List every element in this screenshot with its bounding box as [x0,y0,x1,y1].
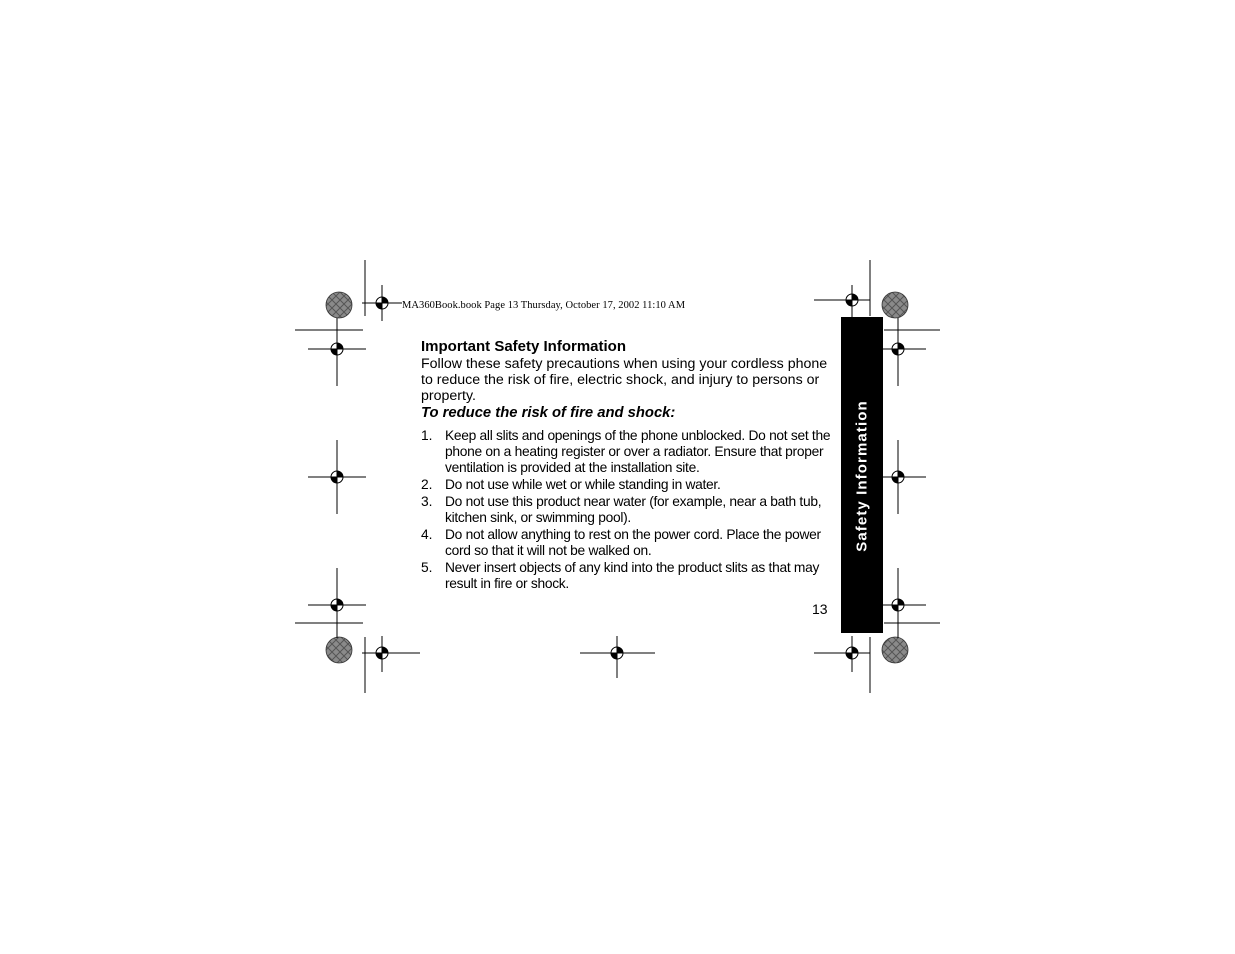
list-item-text: Do not allow anything to rest on the power cord. Place the power cord so that it will not be walked on. [445,527,821,558]
safety-section [421,338,831,593]
list-item-number: 4. [421,527,433,542]
list-item [421,527,831,559]
starburst-icon [882,292,908,318]
list-item-text: Never insert objects of any kind into the product slits as that may result in fire or shock. [445,560,820,591]
list-item [421,560,831,592]
side-tab-label: Safety Information [853,400,871,552]
starburst-icon [326,292,352,318]
list-item-text: Keep all slits and openings of the phone unblocked. Do not set the phone on a heating register or over a radiator. Ensure that proper ventilation is provided at the installation site. [445,428,831,475]
section-title: Important Safety Information [421,338,627,355]
starburst-icon [882,637,908,663]
list-item-number: 2. [421,477,433,492]
section-subtitle: To reduce the risk of fire and shock: [421,405,676,421]
page-number: 13 [812,601,828,617]
registration-mark-icon [362,636,420,672]
list-item [421,494,831,526]
list-item-number: 3. [421,494,433,509]
registration-mark-icon [814,285,870,321]
list-item-number: 5. [421,560,433,575]
list-item-text: Do not use while wet or while standing in water. [445,477,721,492]
section-intro: Follow these safety precautions when using your cordless phone to reduce the risk of fire, electric shock, and injury to persons or property. [421,356,828,404]
registration-mark-icon [814,636,870,672]
list-item [421,477,831,493]
list-item-text: Do not use this product near water (for example, near a bath tub, kitchen sink, or swimming pool). [445,494,822,525]
list-item [421,428,831,476]
print-header: MA360Book.book Page 13 Thursday, October 17, 2002 11:10 AM [402,300,686,311]
side-tab [841,317,883,633]
safety-list [421,428,831,592]
starburst-icon [326,637,352,663]
registration-mark-icon [580,636,655,678]
list-item-number: 1. [421,428,433,443]
